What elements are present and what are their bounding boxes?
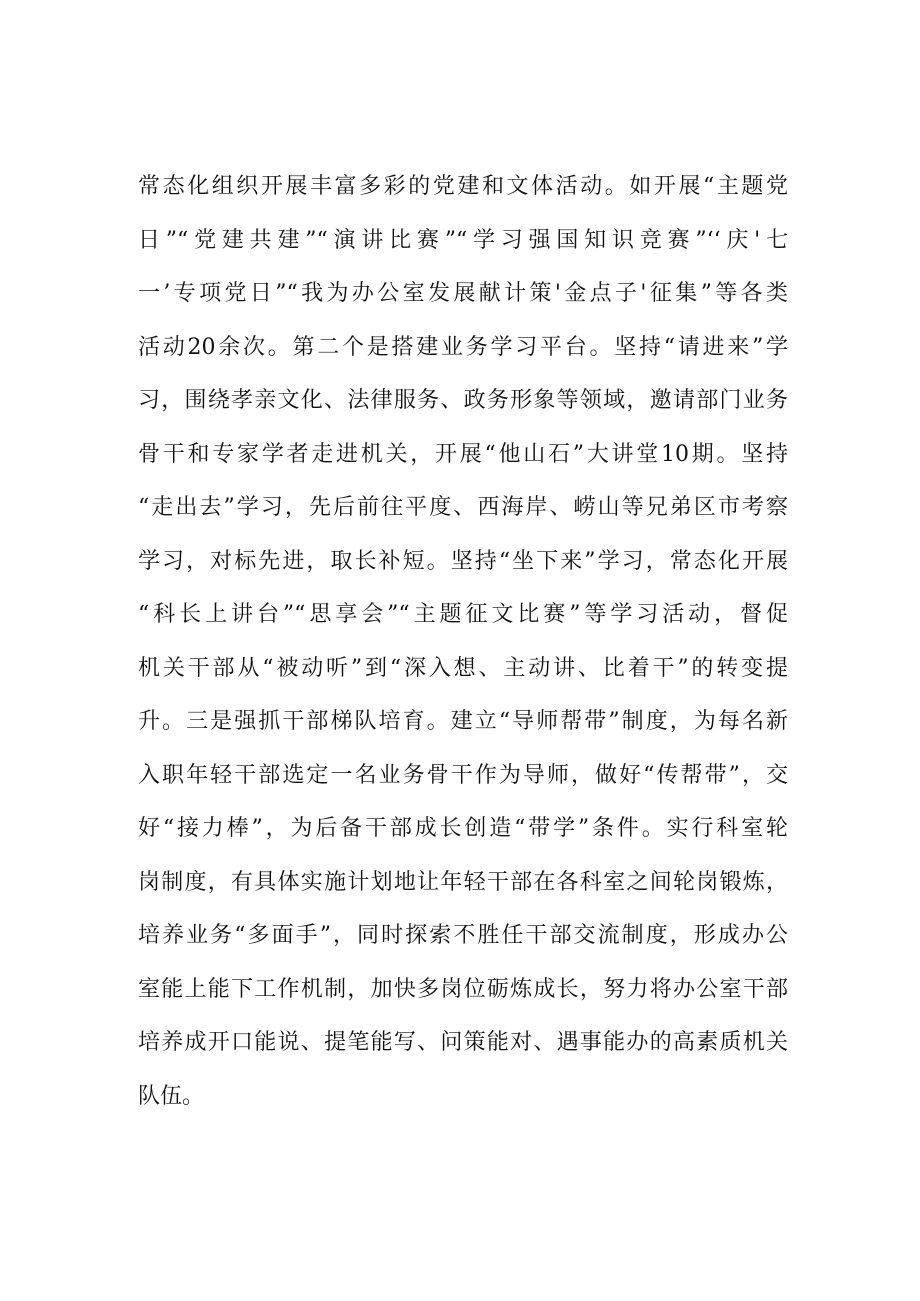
- paragraph-line: “走出去”学习，先后前往平度、西海岸、崂山等兄弟区市考察: [138, 495, 788, 520]
- paragraph-line: 室能上能下工作机制，加快多岗位砺炼成长，努力将办公室干部: [138, 976, 788, 1002]
- paragraph-line: 入职年轻干部选定一名业务骨干作为导师，做好“传帮带”，交: [138, 762, 788, 788]
- paragraph-line: 培养业务“多面手”，同时探索不胜任干部交流制度，形成办公: [138, 923, 788, 948]
- body-paragraph: [138, 160, 788, 1123]
- paragraph-line: 活动20余次。第二个是搭建业务学习平台。坚持“请进来”学: [138, 334, 788, 360]
- paragraph-line: 学习，对标先进，取长补短。坚持“坐下来”学习，常态化开展: [138, 548, 788, 574]
- paragraph-line: 岗制度，有具体实施计划地让年轻干部在各科室之间轮岗锻炼，: [138, 869, 788, 895]
- paragraph-line: 一’专项党日”“我为办公室发展献计策'金点子'征集”等各类: [138, 281, 788, 306]
- paragraph-line: 机关干部从“被动听”到“深入想、主动讲、比着干”的转变提: [138, 655, 788, 681]
- paragraph-line: 骨干和专家学者走进机关，开展“他山石”大讲堂10期。坚持: [138, 441, 788, 467]
- paragraph-line: 常态化组织开展丰富多彩的党建和文体活动。如开展“主题党: [138, 174, 788, 199]
- paragraph-line: “科长上讲台”“思享会”“主题征文比赛”等学习活动，督促: [138, 602, 788, 627]
- paragraph-line: 好“接力棒”，为后备干部成长创造“带学”条件。实行科室轮: [138, 816, 788, 841]
- paragraph-line-last: 队伍。: [138, 1083, 205, 1109]
- paragraph-line: 日”“党建共建”“演讲比赛”“学习强国知识竞赛”‘‘庆'七: [138, 227, 788, 253]
- paragraph-line: 习，围绕孝亲文化、法律服务、政务形象等领域，邀请部门业务: [138, 388, 788, 413]
- paragraph-line: 培养成开口能说、提笔能写、问策能对、遇事能办的高素质机关: [138, 1030, 788, 1055]
- paragraph-line: 升。三是强抓干部梯队培育。建立“导师帮带”制度，为每名新: [138, 709, 788, 734]
